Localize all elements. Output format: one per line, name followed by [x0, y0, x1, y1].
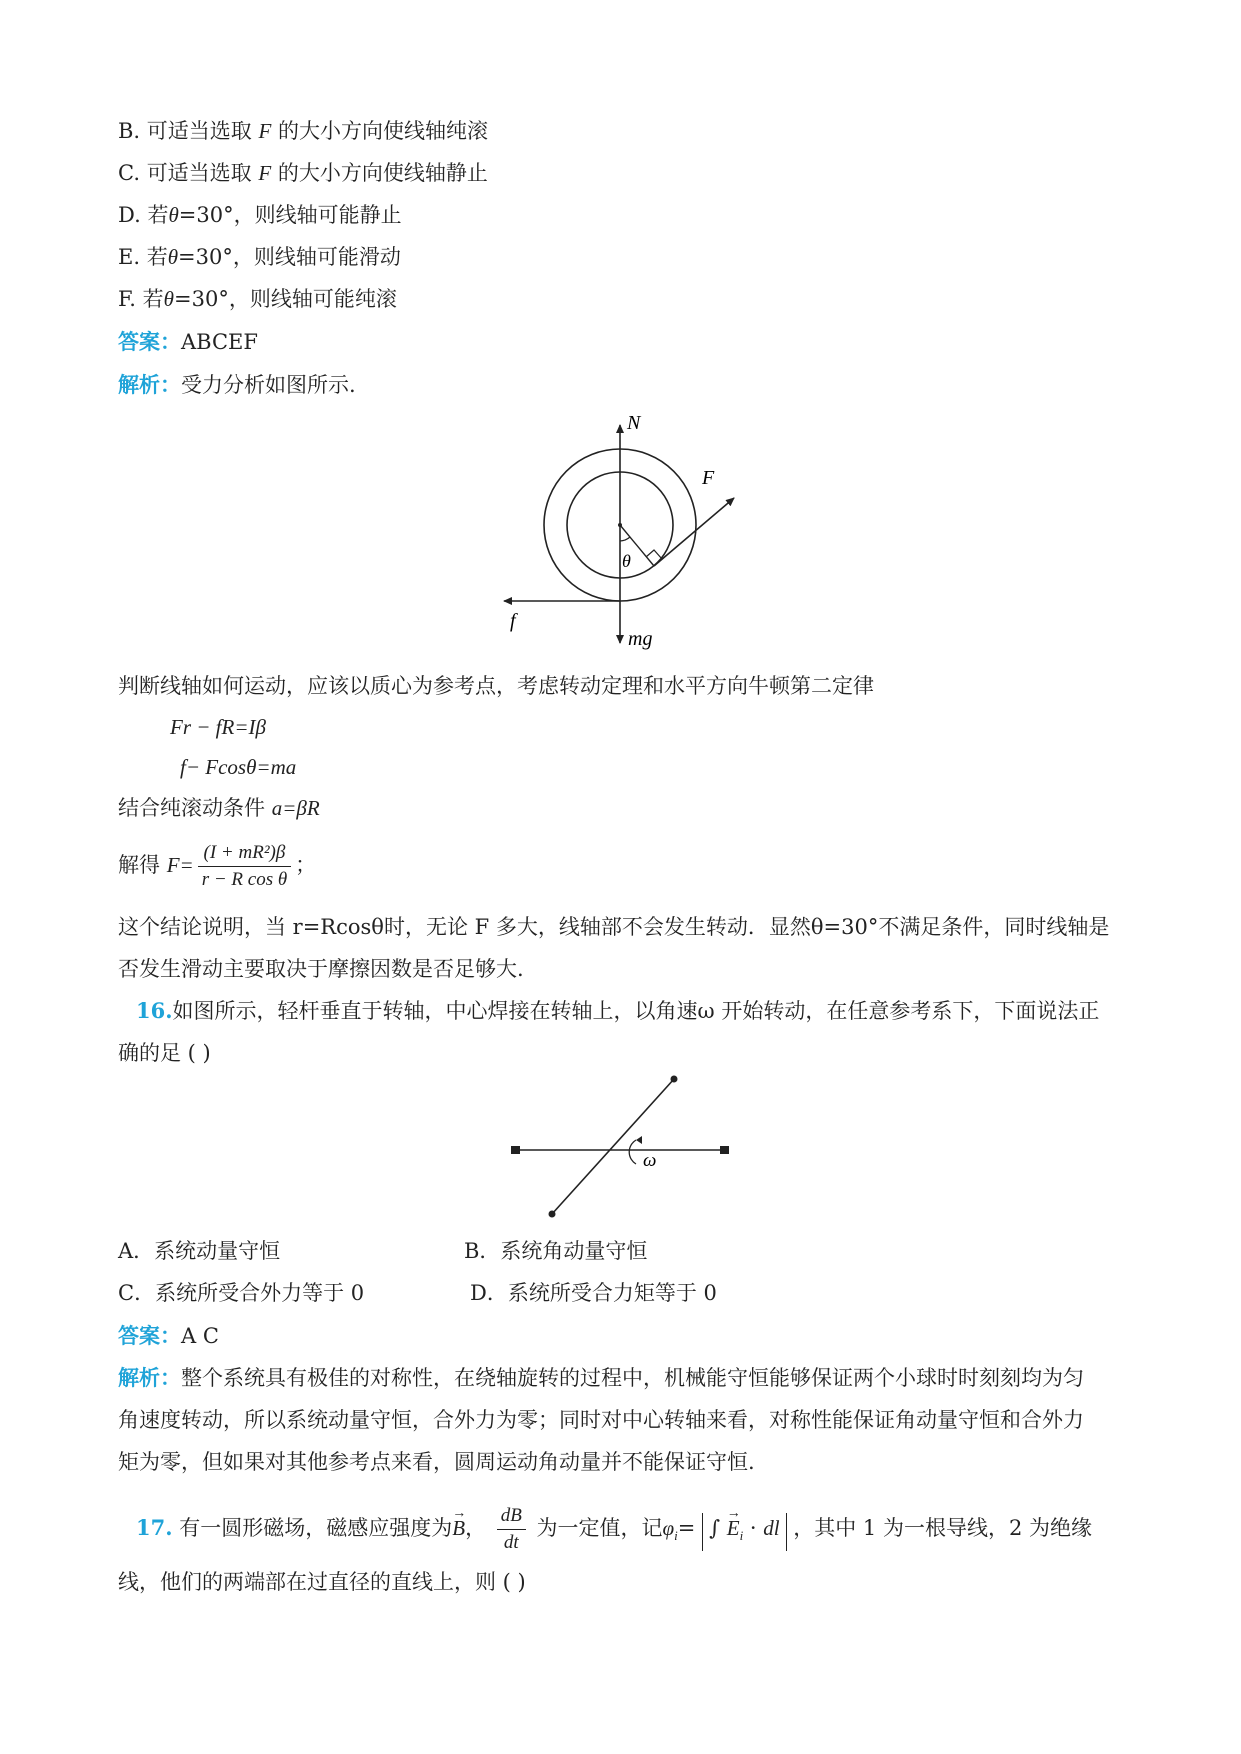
ball-bottom [549, 1211, 556, 1218]
analysis-label: 解析： [118, 1365, 181, 1390]
answer-label: 答案： [118, 1323, 181, 1348]
q15-line1: 判断线轴如何运动，应该以质心为参考点，考虑转动定理和水平方向牛顿第二定律 [118, 674, 874, 698]
ball-top [671, 1076, 678, 1083]
rotation-arrowhead [636, 1136, 642, 1144]
q15-roll-condition: 结合纯滚动条件 a=βR [118, 796, 320, 820]
q17-stem-2: 线，他们的两端部在过直径的直线上，则 ( ) [118, 1570, 526, 1594]
theta-arc [620, 537, 630, 541]
rotation-arc [629, 1140, 636, 1164]
right-angle-mark [646, 550, 662, 559]
q16-answer: 答案：A C [118, 1323, 219, 1348]
label-f-pull: F [702, 467, 715, 489]
q16-number: 16. [136, 998, 173, 1023]
q16-option-c: C．系统所受合外力等于 0 [118, 1281, 365, 1305]
q15-answer: 答案：ABCEF [118, 329, 258, 354]
answer-label: 答案： [118, 329, 181, 354]
label-n: N [627, 415, 641, 434]
label-omega: ω [643, 1150, 657, 1171]
option-e: E. 若θ=30°，则线轴可能滑动 [118, 245, 401, 269]
spool-force-diagram [490, 415, 750, 655]
q16-option-a: A．系统动量守恒 [118, 1239, 281, 1263]
q15-conclusion-2: 否发生滑动主要取决于摩擦因数是否足够大. [118, 957, 524, 981]
option-b: B. 可适当选取 F 的大小方向使线轴纯滚 [118, 119, 488, 143]
q15-analysis-intro: 解析：受力分析如图所示. [118, 372, 356, 397]
q16-option-b: B．系统角动量守恒 [464, 1239, 648, 1263]
rotating-rod-diagram [505, 1070, 735, 1220]
q16-option-d: D．系统所受合力矩等于 0 [470, 1281, 717, 1305]
label-friction: f [510, 610, 516, 632]
option-f: F. 若θ=30°，则线轴可能纯滚 [118, 287, 397, 311]
label-mg: mg [628, 628, 653, 650]
q17-stem-1: 17. 有一圆形磁场，磁感应强度为→ B， $\frac{dB}{dt}$ 为一定值，记$\varphi_i=$ ∫ → $E_i$ · dl ，其中 1 为一根导线，2 为绝缘 [136, 1498, 1092, 1566]
q16-analysis-2: 角速度转动，所以系统动量守恒，合外力为零；同时对中心转轴来看，对称性能保证角动量守恒和合外力 [118, 1408, 1084, 1432]
q16-stem-2: 确的足 ( ) [118, 1041, 211, 1065]
q15-eq1: Fr − fR=Iβ [170, 715, 266, 739]
dB-dt-fraction: $\frac{dB}{dt}$ [497, 1503, 526, 1556]
axis-end-right [720, 1146, 729, 1154]
option-d: D. 若θ=30°，则线轴可能静止 [118, 203, 402, 227]
q15-solution: 解得 F= $\frac{\text{(I + mR²)β}}{\text{r − R cos θ}}$ ； [118, 835, 316, 895]
option-c: C. 可适当选取 F 的大小方向使线轴静止 [118, 161, 488, 185]
q15-conclusion-1: 这个结论说明，当 r=Rcosθ时，无论 F 多大，线轴部不会发生转动．显然θ=30°不满足条件，同时线轴是 [118, 915, 1110, 939]
analysis-label: 解析： [118, 372, 181, 397]
q16-analysis-3: 矩为零，但如果对其他参考点来看，圆周运动角动量并不能保证守恒. [118, 1450, 755, 1474]
q16-analysis-1: 解析：整个系统具有极佳的对称性，在绕轴旋转的过程中，机械能守恒能够保证两个小球时时刻刻均为匀 [118, 1365, 1084, 1390]
q17-number: 17. [136, 1515, 173, 1540]
q15-eq2: f− Fcosθ=ma [180, 755, 297, 779]
axis-end-left [511, 1146, 520, 1154]
solution-fraction: $\frac{\text{(I + mR²)β}}{\text{r − R cos θ}}$ [198, 840, 291, 893]
q16-stem-1: 16.如图所示，轻杆垂直于转轴，中心焊接在转轴上，以角速ω 开始转动，在任意参考系下，下面说法正 [136, 998, 1100, 1023]
label-theta: θ [622, 551, 631, 571]
integral-expression: ∫ → $E_i$ · dl [702, 1513, 786, 1551]
light-rod [552, 1079, 674, 1214]
